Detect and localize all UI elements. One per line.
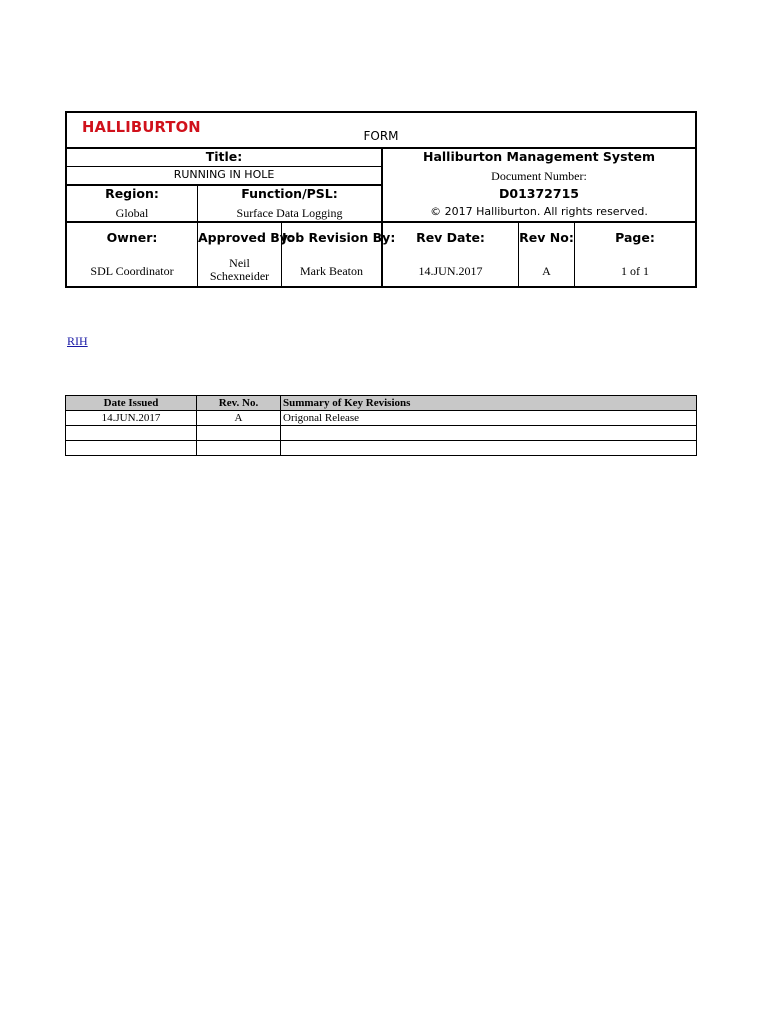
cell-rev-no: A [197, 411, 281, 426]
rev-date-label: Rev Date: [416, 230, 485, 245]
approved-by-last: Schexneider [209, 269, 270, 283]
region-value: Global [115, 206, 149, 220]
system-name: Halliburton Management System [422, 149, 655, 164]
cell-summary [281, 426, 697, 441]
table-row [66, 411, 697, 426]
table-row [66, 426, 697, 441]
cell-rev-no [197, 426, 281, 441]
rev-date-value: 14.JUN.2017 [418, 264, 483, 278]
column-header-date-issued: Date Issued [66, 396, 197, 411]
divider [67, 166, 381, 167]
rih-link[interactable]: RIH [67, 334, 88, 348]
column-header-rev-no: Rev. No. [197, 396, 281, 411]
page-value: 1 of 1 [621, 264, 649, 278]
title-label: Title: [205, 149, 243, 164]
approved-by-value [198, 257, 281, 283]
rev-no-label: Rev No: [519, 230, 574, 245]
form-label: FORM [363, 129, 399, 143]
region-label: Region: [105, 186, 159, 201]
job-revision-label: Job Revision By: [282, 230, 396, 245]
approved-by-first: Neil [229, 256, 250, 270]
document-title: RUNNING IN HOLE [173, 168, 275, 181]
job-revision-value: Mark Beaton [300, 264, 363, 278]
copyright-text: © 2017 Halliburton. All rights reserved. [430, 205, 648, 218]
function-value: Surface Data Logging [236, 206, 343, 220]
cell-summary: Origonal Release [281, 411, 697, 426]
cell-rev-no [197, 441, 281, 456]
page-label: Page: [615, 230, 655, 245]
function-label: Function/PSL: [241, 186, 338, 201]
approved-by-label: Approved By: [198, 230, 293, 245]
owner-label: Owner: [106, 230, 158, 245]
column-header-summary: Summary of Key Revisions [281, 396, 697, 411]
revision-table [65, 395, 697, 456]
table-header-row [66, 396, 697, 411]
doc-number-label: Document Number: [491, 169, 587, 183]
cell-date-issued [66, 426, 197, 441]
halliburton-logo: HALLIBURTON [82, 118, 201, 136]
table-row [66, 441, 697, 456]
cell-date-issued [66, 441, 197, 456]
owner-value: SDL Coordinator [90, 264, 174, 278]
form-header [65, 111, 697, 288]
doc-number: D01372715 [499, 186, 579, 201]
cell-summary [281, 441, 697, 456]
rev-no-value: A [542, 264, 551, 278]
cell-date-issued: 14.JUN.2017 [66, 411, 197, 426]
